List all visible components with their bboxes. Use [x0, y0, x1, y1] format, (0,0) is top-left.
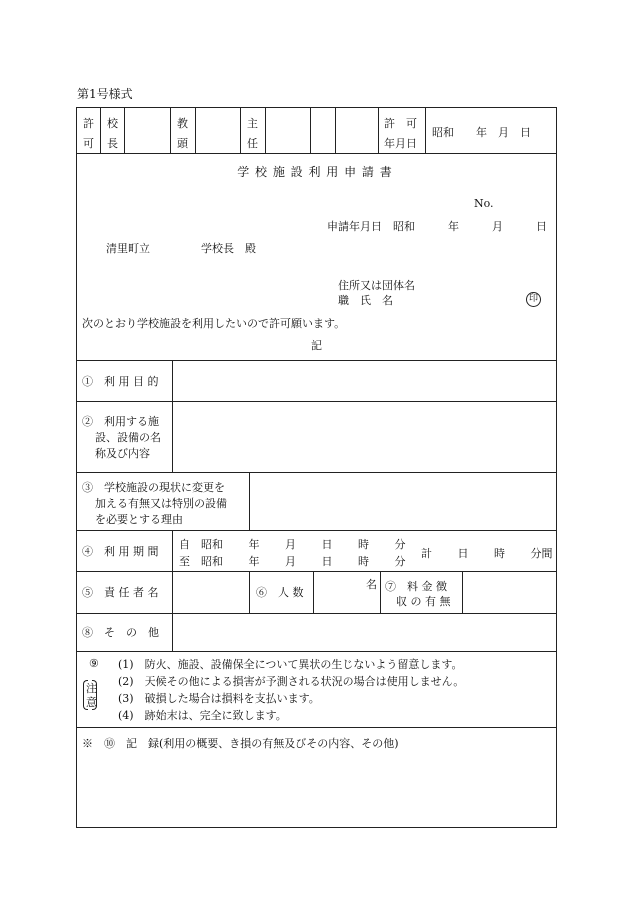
change-label-1: ③ 学校施設の現状に変更を: [82, 481, 225, 494]
request-text: 次のとおり学校施設を利用したいので許可願います。: [82, 317, 346, 330]
form-number: 第1号様式: [77, 87, 133, 101]
approval-date-label-2: 年月日: [384, 137, 417, 150]
purpose-label: ① 利 用 目 的: [82, 374, 159, 388]
facility-label-3: 称及び内容: [95, 447, 150, 460]
facility-label-2: 設、設備の名: [95, 431, 161, 444]
address-label: 住所又は団体名: [338, 279, 415, 292]
approval-date-value: 昭和 年 月 日: [432, 126, 531, 139]
responsible-label: ⑤ 責 任 者 名: [82, 586, 159, 599]
ki-label: 記: [311, 339, 322, 352]
application-date-line: 申請年月日 昭和 年 月 日: [327, 220, 547, 233]
period-to: 至 昭和 年 月 日 時 分: [179, 555, 406, 568]
note-item: (2) 天候その他による損害が予測される状況の場合は使用しません。: [118, 675, 465, 688]
facility-field[interactable]: [173, 402, 556, 472]
approval-kyoto-1: 教: [177, 117, 188, 130]
record-field[interactable]: [77, 752, 556, 827]
note-item: (1) 防火、施設、設備保全について異状の生じないよう留意します。: [118, 658, 463, 671]
notes-label-2: 意: [86, 696, 97, 709]
approval-shunin-2: 任: [247, 137, 258, 150]
name-label: 職 氏 名: [338, 294, 393, 307]
document-number-label: No.: [474, 197, 494, 210]
fee-label-2: 収 の 有 無: [396, 595, 451, 608]
facility-label-1: ② 利用する施: [82, 415, 159, 428]
seal-mark: 印: [526, 292, 541, 307]
note-item: (3) 破損した場合は損料を支払います。: [118, 692, 320, 705]
fee-field[interactable]: [463, 572, 556, 613]
approval-kocho-1: 校: [107, 117, 118, 130]
people-unit: 名: [366, 578, 377, 591]
record-label: ※ ⑩ 記 録(利用の概要、き損の有無及びその内容、その他): [82, 737, 399, 750]
other-field[interactable]: [173, 614, 556, 651]
approval-date-label-1: 許 可: [384, 117, 417, 130]
notes-number: ⑨: [89, 657, 99, 670]
approval-kyoka-1: 許: [83, 117, 94, 130]
addressee-principal: 学校長 殿: [201, 242, 256, 255]
addressee-town: 清里町立: [106, 242, 150, 255]
other-label: ⑧ そ の 他: [82, 626, 159, 639]
period-label: ④ 利 用 期 間: [82, 544, 159, 558]
period-total: 計 日 時 分間: [421, 547, 553, 560]
approval-shunin-1: 主: [247, 117, 258, 130]
people-label: ⑥ 人 数: [256, 586, 304, 599]
notes-label-1: 注: [86, 682, 97, 695]
note-item: (4) 跡始末は、完全に致します。: [118, 709, 287, 722]
change-label-2: 加える有無又は特別の設備: [95, 497, 227, 510]
purpose-field[interactable]: [173, 361, 556, 401]
responsible-field[interactable]: [173, 572, 249, 613]
change-field[interactable]: [250, 473, 556, 530]
period-from: 自 昭和 年 月 日 時 分: [179, 538, 406, 551]
fee-label-1: ⑦ 料 金 徴: [385, 580, 447, 593]
change-label-3: を必要とする理由: [95, 513, 183, 526]
approval-kyoto-2: 頭: [177, 137, 188, 150]
form-title: 学 校 施 設 利 用 申 請 書: [237, 165, 393, 179]
approval-kyoka-2: 可: [83, 137, 94, 150]
approval-kocho-2: 長: [107, 137, 118, 150]
